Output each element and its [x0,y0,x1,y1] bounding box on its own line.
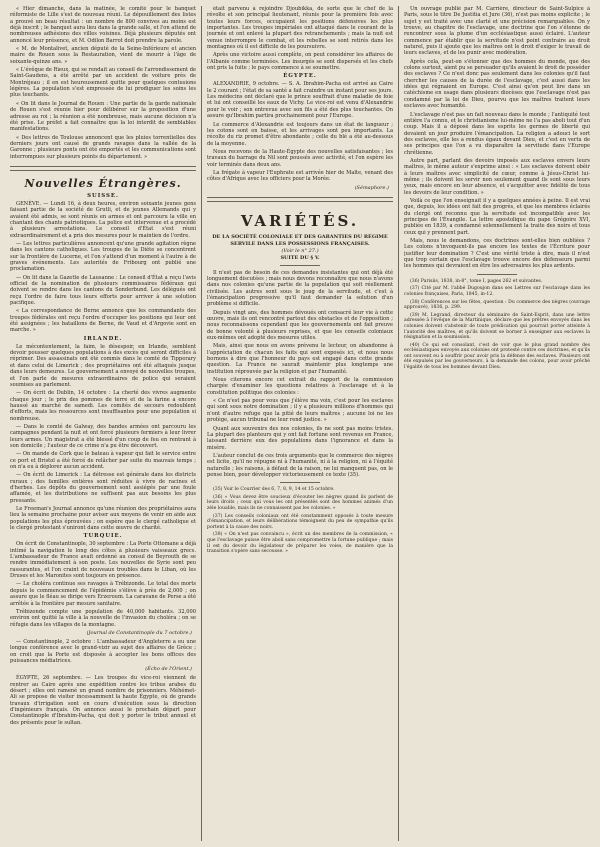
paragraph: « Des lettres de Toulouse annoncent que les pluies torrentielles des derniers jours ont causé de grands ravages dans la vallée de la Garonne ; plusieurs ponts ont été emportés et les communications sont interrompues sur plusieurs points du département. » [10,134,196,160]
paragraph: « Ce n'est pas pour vous que j'élève ma voix, c'est pour les esclaves qui sont sous notre domination ; il y a plusieurs millions d'hommes qui n'ont d'autre refuge que la pitié de leurs maîtres ; aucune loi ne les protège, aucun tribunal ne leur rend justice. » [207,398,393,424]
paragraph: Trébizonde compte une population de 40,000 habitants. 32,000 environ ont quitté la ville à la nouvelle de l'invasion du choléra ; on se réfugie dans les villages de la montagne. [10,608,196,628]
paragraph: L'esclavage n'est pas un fait nouveau dans le monde ; l'antiquité tout entière l'a connu, et le christianisme lui-même ne l'a pas aboli tout d'un coup. Mais il a déposé dans les esprits les germes de liberté qui devaient un jour produire l'émancipation. La religion a adouci le sort des esclaves, elle les a rendus égaux devant Dieu, et c'est en vertu de ses principes que l'on a vu disparaître la servitude dans l'Europe chrétienne. [404,111,590,156]
paragraph: — Les lettres particulières annoncent qu'une grande agitation règne dans les cantons catholiques. Les troupes de la Diète se concentrent sur la frontière de Lucerne, et l'on s'attend d'un moment à l'autre à de graves événements. Les autorités de Fribourg ont publié une proclamation. [10,240,196,273]
paragraph: Le commerce d'Alexandrie est toujours dans un état de langueur ; les cotons sont en baisse, et les arrivages sont peu importants. La récolte du riz promet d'être abondante ; celle du blé a été au-dessous de la moyenne. [207,121,393,147]
article-title-line: SERVILE DANS LES POSSESSIONS FRANÇAISES. [230,240,370,247]
subheading-suisse: SUISSE. [87,192,119,199]
section-title-varietes: VARIÉTÉS. [240,211,360,230]
footnote: (38) Conférences sur les fêtes, question : Du commerce des nègres (ouvrage approuvé), 1836, p. 299. [404,299,590,311]
article-title-line: DE LA SOCIÉTÉ COLONIALE ET DES GARANTIES DU RÉGIME [212,233,388,240]
column-2 [207,6,393,841]
paragraph: La frégate à vapeur l'Euphrate est arrivée hier de Malte, venant des côtes d'Afrique avec les officiers pour la Morée. [207,169,393,183]
footnote: (40) Ce qui est consolant, c'est de voir que le plus grand nombre des ecclésiastiques envoyés aux colonies ont protesté contre ces doctrines, et qu'ils ont souvent eu à souffrir pour avoir pris la défense des esclaves. Plusieurs ont été expulsés par les gouverneurs, à la demande des colons, pour avoir prêché l'égalité de tous les hommes devant Dieu. [404,342,590,371]
paragraph: était parvenu à rejoindre Djoubikka, de sorte que le chef de la révolte et son principal lieutenant, réunis pour la première fois avec toutes leurs forces, occupaient les positions défensives les plus importantes. Les troupes impériales ont attaqué dans le courant de la journée et ont enlevé la plupart des retranchements ; mais la nuit est venue interrompre le combat, et les rebelles se sont retirés dans les montagnes où il est difficile de les poursuivre. [207,6,393,51]
paragraph: Un ouvrage publié par M. Carrière, directeur de Saint-Sulpice à Paris, sous le titre De Justitia et Jure (36), n'est pas moins explicite ; le sujet y est traité avec une clarté et une précision remarquables. On y trouve, au chapitre de l'esclavage, une doctrine que l'on s'étonne de rencontrer sous la plume d'un ecclésiastique aussi éclairé. L'auteur commence par établir que la servitude n'est point contraire au droit naturel, puis il ajoute que les maîtres ont le droit d'exiger le travail de leurs esclaves, et de les punir avec modération. [404,6,590,57]
paragraph: Après cela, peut-on s'étonner que des hommes du monde, que des colons surtout, aient pu se persuader qu'ils avaient le droit de posséder des esclaves ? Ce n'est donc pas seulement dans les colonies qu'il faut chercher les causes de la durée de l'esclavage, c'est aussi dans les idées qui régnaient en Europe. C'est ainsi qu'on peut lire dans un catéchisme en usage dans plusieurs diocèses que l'esclavage n'est pas condamné par la loi de Dieu, pourvu que les maîtres traitent leurs esclaves avec humanité. [404,58,590,110]
paragraph: Le Freeman's Journal annonce qu'une réunion des propriétaires aura lieu la semaine prochaine pour aviser aux moyens de venir en aide aux populations les plus éprouvées ; on espère que le clergé catholique et le clergé protestant s'uniront dans cette œuvre de charité. [10,506,196,532]
column-rule [398,6,399,841]
paragraph: « M. de Montalivet, ancien député de la Seine-Inférieure et ancien maire de Rouen sous la Restauration, vient de mourir à l'âge de soixante-quinze ans. » [10,46,196,65]
subheading-irlande: IRLANDE. [83,335,123,342]
paragraph: Depuis vingt ans, des hommes dévoués ont consacré leur vie à cette œuvre, mais ils ont rencontré partout des obstacles et de l'opposition ; nous reconnaissons cependant que les gouvernements ont fait preuve de bonne volonté à plusieurs reprises, et que les conseils coloniaux eux-mêmes ont adopté des mesures utiles. [207,309,393,342]
paragraph: L'auteur conclut de ces trois arguments que le commerce des nègres est licite, qu'il ne répugne ni à l'humanité, ni à la religion, ni à l'équité naturelle ; les raisons, à défaut de la raison, ne lui manquent pas, on le pense bien, pour développer victorieusement ce texte (35). [207,452,393,478]
paragraph: « Hier dimanche, dans la matinée, le comité pour le banquet réformiste de Lille s'est de nouveau réuni. Le dépouillement des listes a prouvé un beau résultat : un nombre de 800 convives au moins est déjà inscrit ; le banquet aura lieu dans la grande salle, et l'on attend de nombreuses adhésions des villes voisines. Déjà plusieurs députés ont annoncé leur présence, et M. Odilon Barrot doit prendre la parole. [10,6,196,44]
source-citation: (Sémaphore.) [354,184,389,191]
section-divider [10,166,196,171]
source-citation: (Écho de l'Orient.) [145,666,192,673]
footnote: (37) Cité par M. l'abbé Dugoujon dans ses Lettres sur l'esclavage dans les colonies françaises, Paris, 1845, in-12. [404,286,590,297]
footnote: (36) « Vous devez être soucieux d'écouter les nègres quand ils parlent de leurs droits ; ceux qui vous les ont présentés sont des hommes animés d'un zèle louable, mais ils ne connaissent pas les colonies. » [207,494,393,512]
paragraph: — On écrit de Limerick : La détresse est générale dans les districts ruraux ; des familles entières sont réduites à vivre de racines et d'herbes. Les dépôts du gouvernement sont assiégés par une foule affamée, et les distributions ne suffisent pas aux besoins les plus pressants. [10,472,196,504]
paragraph: ALEXANDRIE, 9 octobre. — S. A. Ibrahim-Pacha est arrivé au Caire le 2 courant ; l'état de sa santé a fait craindre un instant pour ses jours. Les médecins ont déclaré que le prince souffrait d'une maladie de foie et lui ont conseillé les eaux de Vichy. Le vice-roi est venu d'Alexandrie pour le voir ; son entrevue avec son fils a été des plus touchantes. On assure qu'Ibrahim partira prochainement pour l'Europe. [207,81,393,120]
paragraph: « L'évêque de Rieux, qui se rendait au conseil de l'arrondissement de Saint-Gaudens, a été arrêté par un accident de voiture près de Montréjeau ; il en est heureusement quitte pour quelques contusions légères. La population s'est empressée de lui prodiguer les soins les plus touchants. [10,67,196,99]
paragraph: Mais, ainsi que nous en avons prévenu le lecteur, on abandonne à l'appréciation de chacun les faits qui sont exposés ici, et nous nous bornons à dire que l'honneur du pays est engagé dans cette grande question. La France ne saurait maintenir plus longtemps une institution réprouvée par la religion et par l'humanité. [207,343,393,375]
column-1 [10,6,196,841]
footnote: (38) « On n'est pas convaincu », écrit un des membres de la commission, « que l'esclavage puisse être aboli sans compromettre la fortune publique ; mais il est du devoir du législateur de préparer les voies, de manière que la transition s'opère sans secousse. » [207,532,393,555]
divider [280,265,320,266]
paragraph: — Le choléra continue ses ravages à Trébizonde. Le total des morts depuis le commencement de l'épidémie s'élève à près de 2,000 ; on assure que le fléau se dirige vers Erzeroum. La caravane de Perse a été arrêtée à la frontière par mesure sanitaire. [10,581,196,607]
article-part: SUITE DU § V. [280,254,320,261]
paragraph: « On lit dans le Journal de Rouen : Une partie de la garde nationale de Rouen s'est réunie hier pour délibérer sur la proposition d'une adresse au roi ; la réunion a été nombreuse, mais aucune décision n'a été prise. Le préfet a fait connaître que la loi interdit de semblables manifestations. [10,100,196,133]
paragraph: — On écrit de Dublin, 14 octobre : La cherté des vivres augmente chaque jour ; le prix des pommes de terre et de la farine a encore haussé au marché de samedi. Les comités de secours redoublent d'efforts, mais les ressources sont insuffisantes pour une population si nombreuse. [10,390,196,422]
paragraph: — Dans le comté de Galway, des bandes armées ont parcouru les campagnes pendant la nuit et ont forcé plusieurs fermiers à leur livrer leurs armes. Un magistrat a été blessé d'un coup de feu en rentrant à son domicile ; l'auteur de ce crime n'a pu être découvert. [10,423,196,449]
divider [477,274,517,275]
paragraph: — On mande de Cork que le bateau à vapeur qui fait le service entre ce port et Bristol a été forcé de relâcher par suite du mauvais temps ; on n'a eu à déplorer aucun accident. [10,451,196,470]
paragraph: Le mécontentement, la faim, le désespoir, en Irlande, semblent devoir pousser quelques populations à des excès qui seront difficiles à réprimer. Des assassinats ont été commis dans le comté de Tipperary et dans celui de Limerick ; des propriétaires ont été attaqués jusque dans leurs demeures. Le gouvernement a envoyé de nouvelles troupes, et l'on parle de mesures extraordinaires de police qui seraient soumises au parlement. [10,343,196,388]
paragraph: Mais, nous le demandons, ces doctrines sont-elles bien oubliées ? Les colons n'invoquent-ils pas encore les textes de l'Écriture pour justifier leur domination ? C'est une vérité triste à dire, mais il n'est que trop certain que l'esclavage trouve encore des défenseurs parmi les hommes qui devraient en être les adversaires les plus ardents. [404,238,590,270]
divider [280,482,320,483]
section-heading-foreign-news: Nouvelles Étrangères. [24,176,182,190]
article-reference: (Voir le n° 27.) [281,247,319,254]
paragraph: Quant aux souvenirs des nos colonies, ils ne sont pas moins tristes. La plupart des planteurs qui y ont fait fortune sont revenus en France, laissant derrière eux des populations dans l'ignorance et dans la misère. [207,425,393,451]
footnote: (37) Les conseils coloniaux ont été constamment opposés à toute mesure d'émancipation, et leurs délibérations témoignent du peu de sympathie qu'ils portent à la cause des noirs. [207,513,393,530]
paragraph: « La correspondance de Berne annonce que les commandants des troupes fédérales ont reçu l'ordre d'occuper les positions qui leur ont été assignées ; les bataillons de Berne, de Vaud et d'Argovie sont en marche. » [10,308,196,334]
paragraph: GENÈVE. — Lundi 16, à deux heures, environ soixante jeunes gens faisant partie de la société de Grutli, et de jeunes Allemands qui y avaient été admis, se sont réunis en armes et ont parcouru la ville en chantant des chants patriotiques. La police est intervenue et a procédé à plusieurs arrestations. Le conseil d'État s'est réuni extraordinairement et a pris des mesures pour le maintien de l'ordre. [10,200,196,239]
paragraph: Autre part, parlant des devoirs imposés aux esclaves envers leurs maîtres, le même auteur s'exprime ainsi : « Les esclaves doivent obéir à leurs maîtres avec simplicité de cœur, comme à Jésus-Christ lui-même ; ils doivent les servir non seulement quand ils sont sous leurs yeux, mais encore en leur absence, et s'acquitter avec fidélité de tous les devoirs de leur condition. » [404,157,590,196]
paragraph: Nous citerons encore cet extrait du rapport de la commission chargée d'examiner les questions relatives à l'esclavage et à la constitution politique des colonies : [207,377,393,396]
paragraph: — Constantinople, 2 octobre : L'ambassadeur d'Angleterre a eu une longue conférence avec le grand-vizir au sujet des affaires de Grèce ; on croit que la Porte est disposée à accepter les bons offices des puissances médiatrices. [10,638,196,664]
footnote: (39) M. Legrand, directeur du séminaire de Saint-Esprit, dans une lettre adressée à l'évêque de la Martinique, déclare que les prêtres envoyés dans les colonies doivent s'abstenir de toute prédication qui pourrait porter atteinte à l'autorité des maîtres, et qu'ils doivent se borner à enseigner aux esclaves la résignation et la soumission. [404,312,590,341]
paragraph: On écrit de Constantinople, 30 septembre : La Porte Ottomane a déjà intimé la navigation le long des côtes à plusieurs vaisseaux grecs. L'ambassadeur de France avait ordonné au consul de Beyrouth de se rendre immédiatement à son poste. Les nouvelles de Syrie sont peu rassurantes, et l'on craint de nouveaux troubles dans le Liban, où les Druses et les Maronites sont toujours en présence. [10,541,196,580]
section-divider [207,197,393,202]
paragraph: Voilà ce que l'on enseignait il y a quelques années à peine. Il est vrai que, depuis, les idées ont fait des progrès, et que les membres éclairés du clergé ont reconnu que la servitude est incompatible avec les principes de l'Évangile. La lettre apostolique du pape Grégoire XVI, publiée en 1839, a condamné solennellement la traite des noirs et tous ceux qui y prennent part. [404,197,590,236]
paragraph: Il n'est pas de besoin de ces demandes insistantes qui ont déjà été longuement discutées ; mais nous devons reconnaître que nous n'avons dans nos colonies qu'une partie de la population qui soit réellement civilisée. Les autres sont sous le joug de la servitude, et c'est à l'émancipation progressive qu'il faut demander la solution d'un problème si difficile. [207,269,393,308]
subheading-turquie: TURQUIE. [83,533,123,540]
paragraph: Nous recevons de la Haute-Égypte des nouvelles satisfaisantes ; les travaux du barrage du Nil sont poussés avec activité, et l'on espère les voir terminés dans deux ans. [207,148,393,168]
footnote: (35) Voir le Courrier des 6, 7, 8, 9, 14 et 15 octobre. [213,487,335,493]
source-citation: (Journal de Constantinople du 7 octobre.) [86,629,192,636]
subheading-egypte: ÉGYPTE. [283,73,317,80]
column-rule [201,6,202,841]
paragraph: — On lit dans la Gazette de Lausanne : Le conseil d'État a reçu l'avis officiel de la nomination de plusieurs commissaires fédéraux qui doivent se rendre dans les cantons du Sonderbund. Les délégués ont reçu l'ordre de faire tous leurs efforts pour arriver à une solution pacifique. [10,274,196,307]
column-3 [404,6,590,841]
footnote: (36) Parisiis, 1838, in-8°, tome I, pages 262 et suivantes. [410,278,543,284]
paragraph: ÉGYPTE, 26 septembre. — Les troupes du vice-roi viennent de rentrer au Caire après une expédition contre les tribus arabes du désert ; elles ont ramené un grand nombre de prisonniers. Méhémet-Ali se propose de visiter incessamment la haute Égypte, où de grands travaux d'irrigation sont en cours d'exécution sous la direction d'ingénieurs français. On annonce aussi le prochain départ pour Constantinople d'Ibrahim-Pacha, qui doit y porter le tribut annuel et des présents pour le sultan. [10,675,196,726]
paragraph: Après une victoire aussi complète, on peut considérer les affaires de l'Albanie comme terminées. Les insurgés se sont dispersés et les chefs ont pris la fuite ; le pays commence à se soumettre. [207,52,393,72]
